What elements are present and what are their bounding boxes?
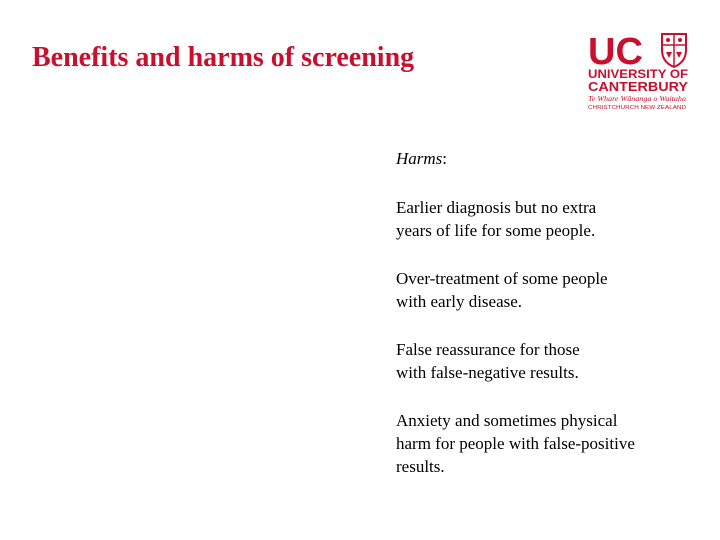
harm-item [396, 267, 696, 313]
harm-item-line: Anxiety and sometimes physical [396, 411, 618, 430]
harm-item-line: Earlier diagnosis but no extra [396, 198, 597, 217]
slide-title: Benefits and harms of screening [32, 42, 415, 73]
university-logo [586, 30, 690, 112]
logo-location: CHRISTCHURCH NEW ZEALAND [588, 105, 687, 111]
harm-item-line: harm for people with false-positive [396, 434, 635, 453]
logo-line1: UNIVERSITY OF [588, 69, 688, 81]
harms-section [396, 147, 696, 503]
harm-item-line: False reassurance for those [396, 340, 580, 359]
harm-item [396, 409, 696, 478]
harms-heading [396, 147, 696, 170]
harms-heading-colon: : [442, 149, 448, 168]
harm-item-line: years of life for some people. [396, 221, 596, 240]
harm-item-line: with early disease. [396, 292, 523, 311]
harm-item-line: Over-treatment of some people [396, 269, 608, 288]
logo-mark: UC [588, 31, 643, 73]
harm-item-line: results. [396, 457, 445, 476]
harms-heading-text: Harms [396, 149, 443, 168]
harm-item [396, 338, 696, 384]
logo-maori-name: Te Whare Wānanga o Waitaha [588, 94, 687, 103]
harm-item-line: with false-negative results. [396, 363, 579, 382]
harm-item [396, 196, 696, 242]
crest-icon [662, 34, 686, 67]
logo-line2: CANTERBURY [588, 79, 689, 94]
